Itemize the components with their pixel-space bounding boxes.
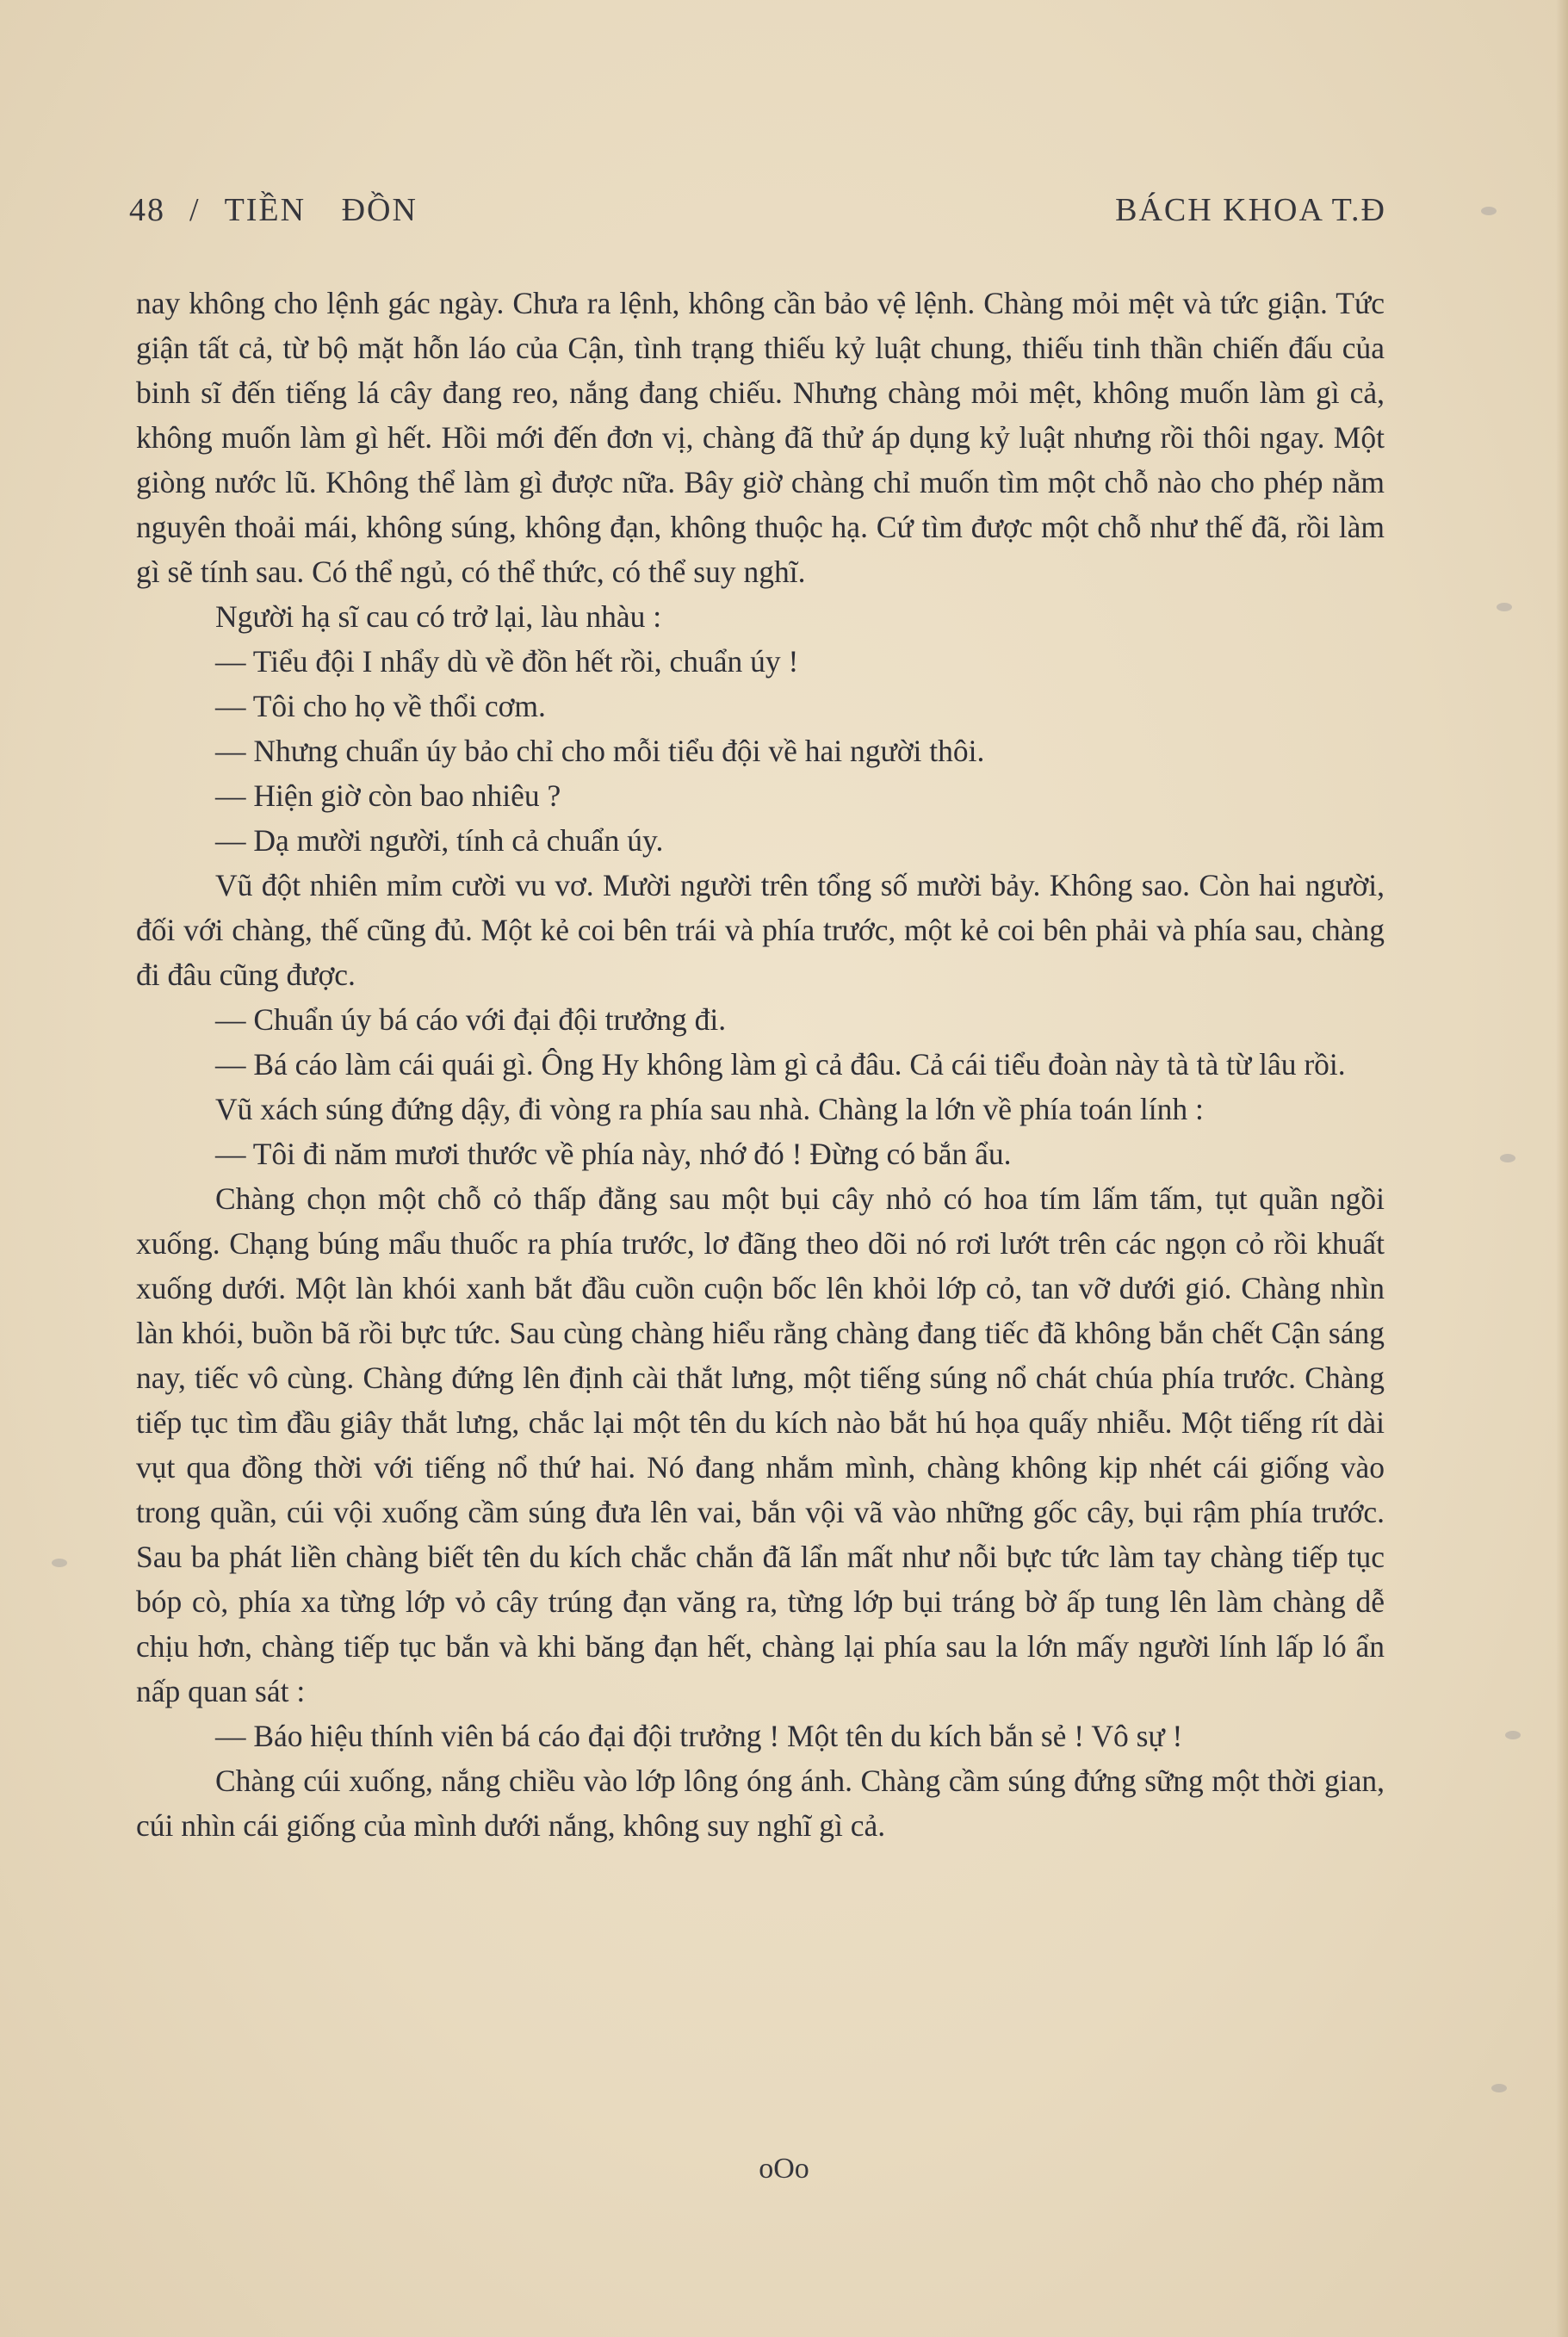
dialogue-line: — Tôi cho họ về thổi cơm. bbox=[215, 689, 546, 723]
dialogue-line: — Bá cáo làm cái quái gì. Ông Hy không làm gì cả đâu. Cả cái tiểu đoàn này tà tà từ lâu rồi. bbox=[215, 1047, 1346, 1082]
scan-speck bbox=[1505, 1731, 1521, 1739]
paragraph: nay không cho lệnh gác ngày. Chưa ra lệnh, không cần bảo vệ lệnh. Chàng mỏi mệt và tức giận. Tức giận tất cả, từ bộ mặt hỗn láo của Cận, tình trạng thiếu kỷ luật chung, thiếu tinh thần chiến đấu của binh sĩ đến tiếng lá cây đang reo, nắng đang chiếu. Nhưng chàng mỏi mệt, không muốn làm gì cả, không muốn làm gì hết. Hồi mới đến đơn vị, chàng đã thử áp dụng kỷ luật nhưng rồi thôi ngay. Một giòng nước lũ. Không thể làm gì được nữa. Bây giờ chàng chỉ muốn tìm một chỗ nào cho phép nằm nguyên thoải mái, không súng, không đạn, không thuộc hạ. Cứ tìm được một chỗ như thế đã, rồi làm gì sẽ tính sau. Có thể ngủ, có thể thức, có thể suy nghĩ. bbox=[136, 286, 1385, 589]
dialogue-line: — Tiểu đội I nhẩy dù về đồn hết rồi, chuẩn úy ! bbox=[215, 644, 799, 679]
dialogue-line: — Tôi đi năm mươi thước về phía này, nhớ đó ! Đừng có bắn ẩu. bbox=[215, 1137, 1012, 1171]
dialogue-line: — Dạ mười người, tính cả chuẩn úy. bbox=[215, 823, 664, 858]
scan-speck bbox=[1481, 207, 1497, 215]
page-edge-shadow bbox=[1556, 0, 1568, 2337]
scan-speck bbox=[1497, 603, 1512, 611]
dialogue-line: — Hiện giờ còn bao nhiêu ? bbox=[215, 778, 561, 813]
section-title: TIỀN ĐỒN bbox=[224, 192, 418, 228]
dialogue-line: — Nhưng chuẩn úy bảo chỉ cho mỗi tiểu đội về hai người thôi. bbox=[215, 734, 985, 768]
header-left bbox=[129, 191, 418, 229]
dialogue-line: — Chuẩn úy bá cáo với đại đội trưởng đi. bbox=[215, 1002, 727, 1037]
header-separator: / bbox=[189, 192, 201, 228]
scan-speck bbox=[1491, 2084, 1507, 2092]
running-header bbox=[129, 191, 1386, 243]
body-text bbox=[136, 281, 1385, 1848]
paragraph: Chàng chọn một chỗ cỏ thấp đằng sau một bụi cây nhỏ có hoa tím lấm tấm, tụt quần ngồi xuống. Chạng búng mẩu thuốc ra phía trước, lơ đãng theo dõi nó rơi lướt trên các ngọn cỏ rồi khuất xuống dưới. Một làn khói xanh bắt đầu cuồn cuộn bốc lên khỏi lớp cỏ, tan vỡ dưới gió. Chàng nhìn làn khói, buồn bã rồi bực tức. Sau cùng chàng hiểu rằng chàng đang tiếc đã không bắn chết Cận sáng nay, tiếc vô cùng. Chàng đứng lên định cài thắt lưng, một tiếng súng nổ chát chúa phía trước. Chàng tiếp tục tìm đầu giây thắt lưng, chắc lại một tên du kích nào bắt hú họa quấy nhiễu. Một tiếng rít dài vụt qua đồng thời với tiếng nổ thứ hai. Nó đang nhắm mình, chàng không kịp nhét cái giống vào trong quần, cúi vội xuống cầm súng đưa lên vai, bắn vội vã vào những gốc cây, bụi rậm phía trước. Sau ba phát liền chàng biết tên du kích chắc chắn đã lẩn mất như nỗi bực tức làm tay chàng tiếp tục bóp cò, phía xa từng lớp vỏ cây trúng đạn văng ra, từng lớp bụi tráng bờ ấp tung lên làm chàng dễ chịu hơn, chàng tiếp tục bắn và khi băng đạn hết, chàng lại phía sau la lớn mấy người lính lấp ló ẩn nấp quan sát : bbox=[136, 1181, 1385, 1708]
paragraph: Chàng cúi xuống, nắng chiều vào lớp lông óng ánh. Chàng cầm súng đứng sững một thời gian, cúi nhìn cái giống của mình dưới nắng, không suy nghĩ gì cả. bbox=[136, 1764, 1385, 1843]
publication-name: BÁCH KHOA T.Đ bbox=[1115, 192, 1386, 228]
page-number: 48 bbox=[129, 192, 165, 228]
scan-speck bbox=[1500, 1154, 1515, 1162]
paragraph: Người hạ sĩ cau có trở lại, làu nhàu : bbox=[215, 599, 662, 634]
paragraph: Vũ đột nhiên mỉm cười vu vơ. Mười người trên tổng số mười bảy. Không sao. Còn hai người, đối với chàng, thế cũng đủ. Một kẻ coi bên trái và phía trước, một kẻ coi bên phải và phía sau, chàng đi đâu cũng được. bbox=[136, 868, 1385, 992]
section-end-mark: oOo bbox=[759, 2153, 809, 2185]
paragraph: Vũ xách súng đứng dậy, đi vòng ra phía sau nhà. Chàng la lớn về phía toán lính : bbox=[215, 1092, 1204, 1126]
scan-speck bbox=[52, 1559, 67, 1567]
dialogue-line: — Báo hiệu thính viên bá cáo đại đội trưởng ! Một tên du kích bắn sẻ ! Vô sự ! bbox=[215, 1719, 1183, 1753]
